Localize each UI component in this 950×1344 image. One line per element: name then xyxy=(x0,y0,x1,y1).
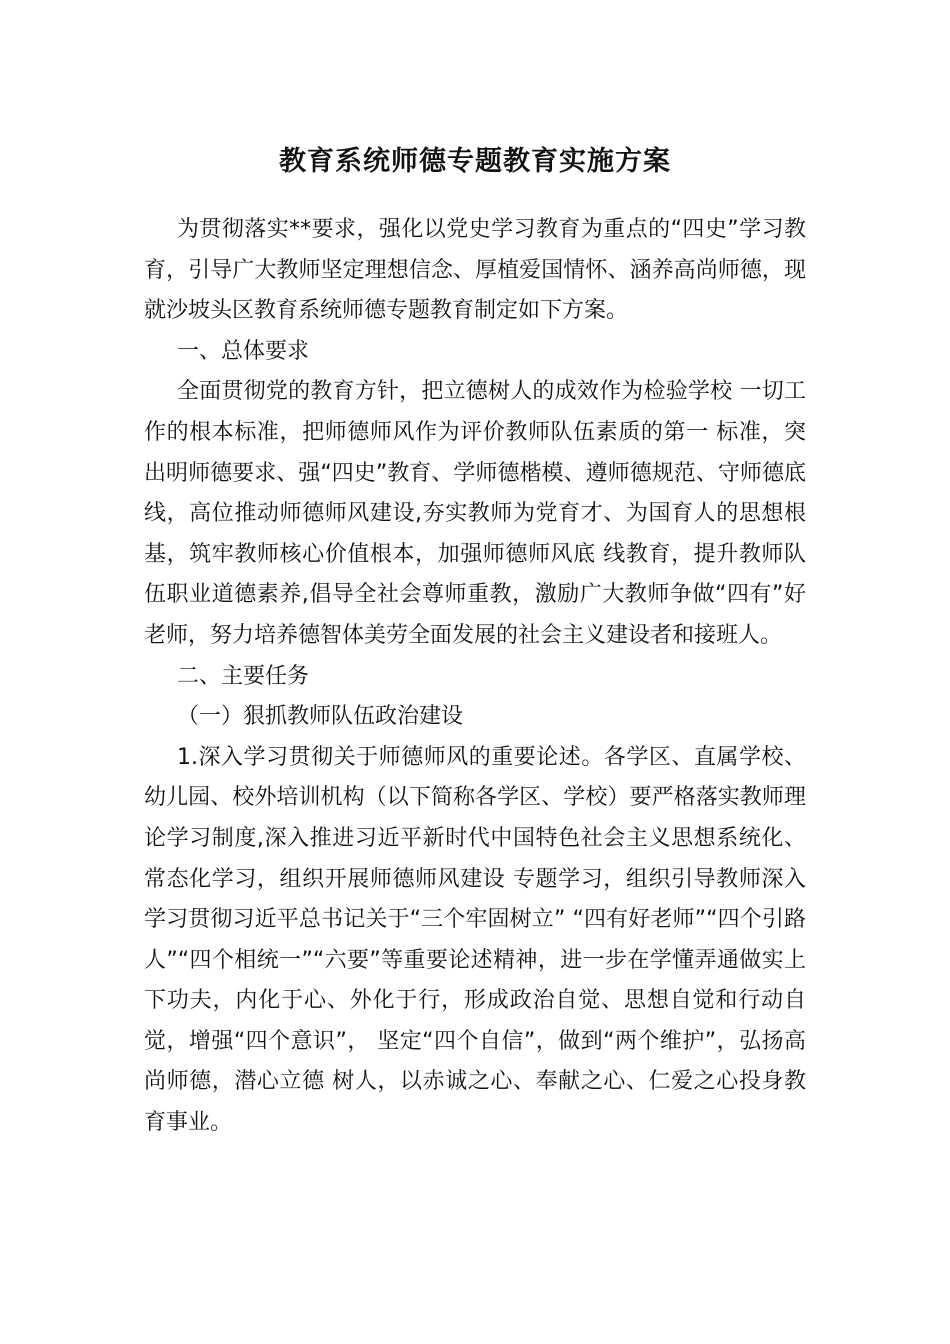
subsection-heading-political-construction: （一）狠抓教师队伍政治建设 xyxy=(177,704,464,730)
document-body xyxy=(144,210,806,1144)
item-1-paragraph: 1.深入学习贯彻关于师德师风的重要论述。各学区、直属学校、幼儿园、校外培训机构（以下简称各学区、学校）要严格落实教师理论学习制度,深入推进习近平新时代中国特色社会主义思想系统化、常态化学习，组织开展师德师风建设 专题学习，组织引导教师深入学习贯彻习近平总书记关于“三个牢固树立” “四有好老师”“四个引路人”“四个相统一”“六要”等重要论述精神，进一步在学懂弄通做实上下功夫，内化于心、外化于行，形成政治自觉、思想自觉和行动自觉，增强“四个意识”， 坚定“四个自信”，做到“两个维护”，弘扬高尚师德，潜心立德 树人，以赤诚之心、奉献之心、仁爱之心投身教育事业。 xyxy=(144,744,806,1136)
general-requirements-paragraph: 全面贯彻党的教育方针，把立德树人的成效作为检验学校 一切工作的根本标准，把师德师风作为评价教师队伍素质的第一 标准，突出明师德要求、强“四史”教育、学师德楷模、遵师德规范、守师德底线，高位推动师德师风建设,夯实教师为党育才、为国育人的思想根基，筑牢教师核心价值根本，加强师德师风底 线教育，提升教师队伍职业道德素养,倡导全社会尊师重教，激励广大教师争做“四有”好老师，努力培养德智体美劳全面发展的社会主义建设者和接班人。 xyxy=(144,379,806,648)
document-title: 教育系统师德专题教育实施方案 xyxy=(279,146,671,177)
section-heading-general-requirements: 一、总体要求 xyxy=(177,338,310,364)
section-heading-main-tasks: 二、主要任务 xyxy=(177,663,310,689)
intro-paragraph: 为贯彻落实**要求，强化以党史学习教育为重点的“四史”学习教育，引导广大教师坚定理想信念、厚植爱国情怀、涵养高尚师德，现就沙坡头区教育系统师德专题教育制定如下方案。 xyxy=(144,217,806,324)
